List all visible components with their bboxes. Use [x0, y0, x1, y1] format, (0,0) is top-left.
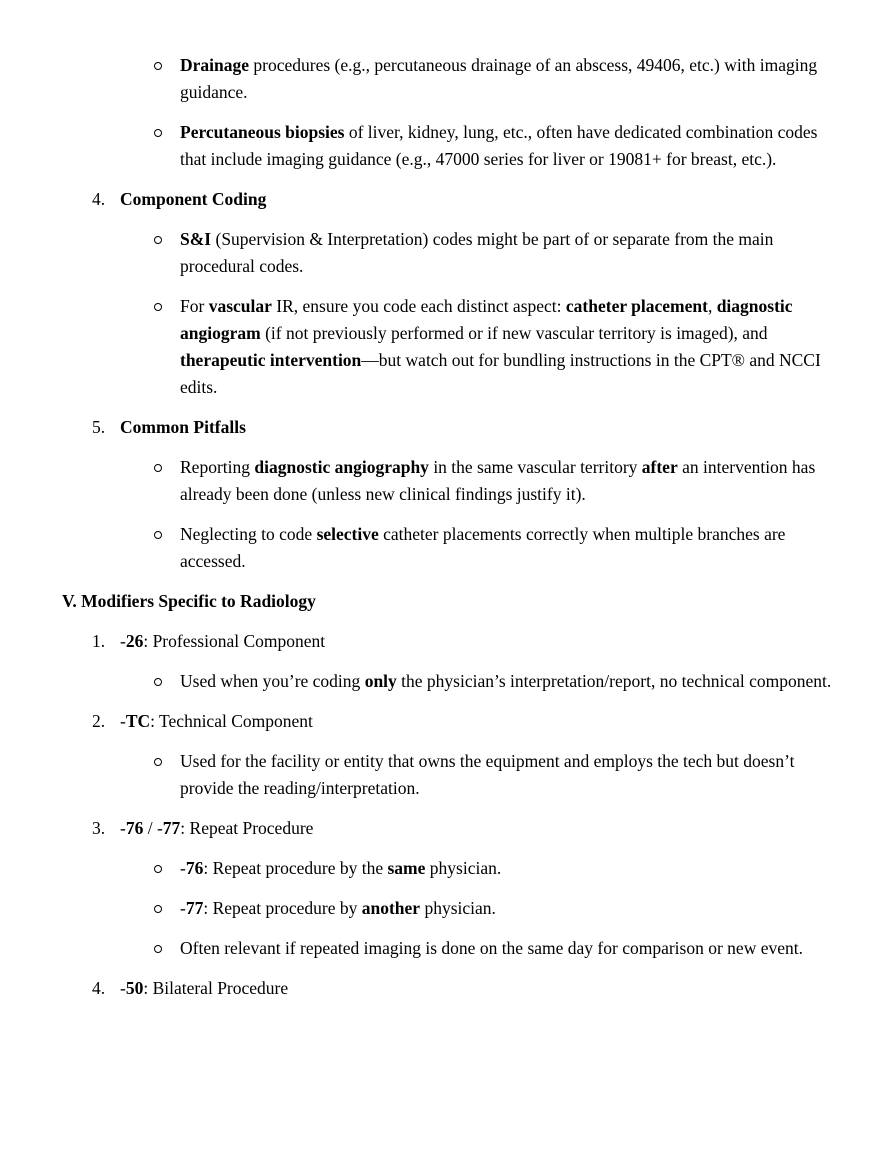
bold-text-segment: 76: [125, 818, 144, 838]
bold-text-segment: 77: [185, 898, 204, 918]
list-number: 4.: [92, 189, 106, 209]
text-segment: -: [120, 978, 126, 998]
bullet-list-item: [180, 855, 832, 882]
bullet-list-item: [180, 226, 832, 280]
text-segment: For: [180, 296, 209, 316]
text-segment: -: [120, 631, 126, 651]
bold-text-segment: V. Modifiers Specific to Radiology: [62, 591, 316, 611]
text-segment: physician.: [425, 858, 502, 878]
circle-bullet-icon: [154, 531, 162, 539]
bullet-list-item: [180, 935, 832, 962]
text-segment: an intervention has already been done (unless new clinical findings justify it).: [180, 457, 816, 504]
circle-bullet-icon: [154, 758, 162, 766]
text-segment: the physician’s interpretation/report, no technical component.: [396, 671, 832, 691]
bold-text-segment: Component Coding: [120, 189, 267, 209]
numbered-list-item: [92, 186, 832, 213]
circle-bullet-icon: [154, 303, 162, 311]
circle-bullet-icon: [154, 905, 162, 913]
bullet-list-item: [180, 748, 832, 802]
bullet-list-item: [180, 521, 832, 575]
text-segment: of liver, kidney, lung, etc., often have dedicated combination codes that include imaging guidance (e.g., 47000 series for liver or 19081+ for breast, etc.).: [180, 122, 818, 169]
numbered-list-item: [92, 628, 832, 655]
bold-text-segment: diagnostic angiography: [254, 457, 429, 477]
bold-text-segment: therapeutic intervention: [180, 350, 362, 370]
list-number: 4.: [92, 978, 106, 998]
bold-text-segment: only: [364, 671, 397, 691]
text-segment: -: [120, 818, 126, 838]
bullet-list-item: [180, 52, 832, 106]
text-segment: (if not previously performed or if new vascular territory is imaged), and: [260, 323, 768, 343]
circle-bullet-icon: [154, 236, 162, 244]
bold-text-segment: Common Pitfalls: [120, 417, 246, 437]
text-segment: procedures (e.g., percutaneous drainage of an abscess, 49406, etc.) with imaging guidance.: [180, 55, 818, 102]
text-segment: : Bilateral Procedure: [143, 978, 289, 998]
bold-text-segment: Drainage: [180, 55, 250, 75]
text-segment: —but watch out for bundling instructions in the CPT® and NCCI edits.: [180, 350, 821, 397]
text-segment: : Technical Component: [150, 711, 313, 731]
bold-text-segment: vascular: [208, 296, 272, 316]
bold-text-segment: S&I: [180, 229, 212, 249]
bold-text-segment: 26: [125, 631, 144, 651]
bullet-list-item: [180, 119, 832, 173]
circle-bullet-icon: [154, 464, 162, 472]
bullet-list-item: [180, 454, 832, 508]
bullet-list-item: [180, 293, 832, 401]
text-segment: Used when you’re coding: [180, 671, 365, 691]
text-segment: -: [120, 711, 126, 731]
bold-text-segment: same: [387, 858, 426, 878]
bold-text-segment: another: [361, 898, 421, 918]
numbered-list-item: [92, 708, 832, 735]
text-segment: IR, ensure you code each distinct aspect:: [271, 296, 566, 316]
list-number: 2.: [92, 711, 106, 731]
text-segment: Used for the facility or entity that owns the equipment and employs the tech but doesn’t provide the reading/interpretation.: [180, 751, 795, 798]
numbered-list-item: [92, 414, 832, 441]
bold-text-segment: after: [641, 457, 678, 477]
bold-text-segment: 50: [125, 978, 144, 998]
text-segment: : Professional Component: [143, 631, 326, 651]
bullet-list-item: [180, 895, 832, 922]
document-body: [62, 52, 832, 1002]
list-number: 5.: [92, 417, 106, 437]
text-segment: physician.: [420, 898, 496, 918]
section-heading: [62, 588, 832, 615]
circle-bullet-icon: [154, 865, 162, 873]
circle-bullet-icon: [154, 129, 162, 137]
text-segment: (Supervision & Interpretation) codes might be part of or separate from the main procedural codes.: [180, 229, 774, 276]
text-segment: Often relevant if repeated imaging is done on the same day for comparison or new event.: [180, 938, 803, 958]
bold-text-segment: selective: [316, 524, 379, 544]
circle-bullet-icon: [154, 62, 162, 70]
text-segment: catheter placements correctly when multiple branches are accessed.: [180, 524, 786, 571]
text-segment: : Repeat procedure by: [203, 898, 362, 918]
circle-bullet-icon: [154, 945, 162, 953]
numbered-list-item: [92, 815, 832, 842]
bold-text-segment: catheter placement: [565, 296, 708, 316]
text-segment: : Repeat procedure by the: [203, 858, 388, 878]
text-segment: ,: [707, 296, 717, 316]
text-segment: Reporting: [180, 457, 255, 477]
bold-text-segment: Percutaneous biopsies: [180, 122, 345, 142]
text-segment: -: [180, 858, 186, 878]
text-segment: / -: [143, 818, 163, 838]
list-number: 1.: [92, 631, 106, 651]
circle-bullet-icon: [154, 678, 162, 686]
text-segment: -: [180, 898, 186, 918]
text-segment: Neglecting to code: [180, 524, 317, 544]
list-number: 3.: [92, 818, 106, 838]
bullet-list-item: [180, 668, 832, 695]
text-segment: : Repeat Procedure: [180, 818, 314, 838]
bold-text-segment: diagnostic angiogram: [180, 296, 793, 343]
bold-text-segment: TC: [125, 711, 151, 731]
bold-text-segment: 76: [185, 858, 204, 878]
text-segment: in the same vascular territory: [428, 457, 642, 477]
bold-text-segment: 77: [162, 818, 181, 838]
numbered-list-item: [92, 975, 832, 1002]
